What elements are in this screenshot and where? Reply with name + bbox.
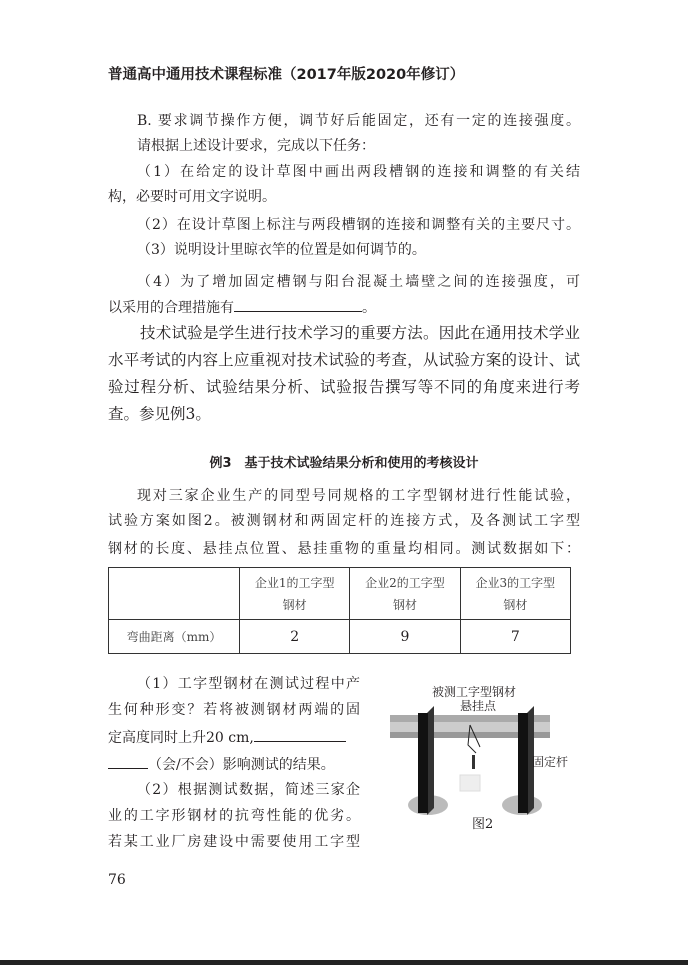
- text-line: （2）在设计草图上标注与两段槽钢的连接和调整有关的主要尺寸。: [137, 217, 580, 233]
- fixed-rod: [427, 706, 434, 815]
- text-line: [108, 727, 360, 748]
- figure-caption: 图2: [472, 817, 494, 832]
- text-fragment: 定高度同时上升20 cm,: [108, 730, 254, 746]
- text-fragment: 。: [362, 300, 376, 316]
- text-line: 请根据上述设计要求，完成以下任务：: [137, 138, 375, 154]
- text-fragment: 以采用的合理措施有: [108, 300, 234, 316]
- text-line: （1）工字型钢材在测试过程中产: [137, 676, 360, 692]
- figure-2: [390, 675, 580, 835]
- weight-block: [460, 775, 480, 791]
- chain: [472, 755, 475, 769]
- text-line: （2）根据测试数据，简述三家企: [137, 782, 360, 798]
- table-header: 企业1的工字型钢材: [240, 568, 350, 620]
- text-line: 构，必要时可用文字说明。: [108, 189, 276, 205]
- figure-label-beam: 被测工字型钢材: [432, 685, 517, 699]
- text-line: B. 要求调节操作方便，调节好后能固定，还有一定的连接强度。: [137, 113, 580, 129]
- fixed-rod: [518, 713, 528, 813]
- text-line: 试验方案如图2。被测钢材和两固定杆的连接方式，及各测试工字型: [108, 513, 580, 529]
- text-line: （3）说明设计里晾衣竿的位置是如何调节的。: [137, 242, 426, 258]
- table-header: 企业2的工字型钢材: [350, 568, 460, 620]
- table-header: 企业3的工字型钢材: [460, 568, 570, 620]
- row-label: 弯曲距离（mm）: [109, 620, 240, 654]
- text-line: 业的工字形钢材的抗弯性能的优劣。: [108, 808, 360, 824]
- text-line: [108, 754, 360, 775]
- text-line: 若某工业厂房建设中需要使用工字型: [108, 834, 360, 850]
- text-fragment: （会/不会）影响测试的结果。: [148, 757, 335, 773]
- example-title: 例3 基于技术试验结果分析和使用的考核设计: [209, 456, 479, 471]
- bottom-border: [0, 960, 688, 965]
- text-line: 水平考试的内容上应重视对技术试验的考查，从试验方案的设计、试: [108, 351, 580, 369]
- page-number: 76: [108, 872, 126, 888]
- text-line: （1）在给定的设计草图中画出两段槽钢的连接和调整的有关结: [137, 164, 580, 180]
- table-header: [109, 568, 240, 620]
- text-line: 技术试验是学生进行技术学习的重要方法。因此在通用技术学业: [140, 324, 580, 342]
- table-cell: 7: [460, 620, 570, 654]
- answer-blank: [108, 754, 148, 769]
- text-line: [108, 297, 580, 318]
- answer-blank: [254, 727, 346, 742]
- text-line: 查。参见例3。: [108, 405, 211, 423]
- answer-blank: [234, 297, 362, 312]
- text-line: 生何种形变？若将被测钢材两端的固: [108, 702, 360, 718]
- fixed-rod: [418, 713, 428, 813]
- running-header: 普通高中通用技术课程标准（2017年版2020年修订）: [108, 67, 465, 83]
- text-line: （4）为了增加固定槽钢与阳台混凝土墙壁之间的连接强度，可: [137, 274, 580, 290]
- text-line: 钢材的长度、悬挂点位置、悬挂重物的重量均相同。测试数据如下：: [108, 541, 580, 557]
- text-line: 现对三家企业生产的同型号同规格的工字型钢材进行性能试验，: [137, 488, 580, 504]
- table-cell: 2: [240, 620, 350, 654]
- figure-label-rod: 固定杆: [532, 755, 569, 769]
- table-cell: 9: [350, 620, 460, 654]
- text-line: 验过程分析、试验结果分析、试验报告撰写等不同的角度来进行考: [108, 378, 580, 396]
- figure-label-point: 悬挂点: [460, 699, 497, 713]
- test-data-table: [108, 567, 571, 654]
